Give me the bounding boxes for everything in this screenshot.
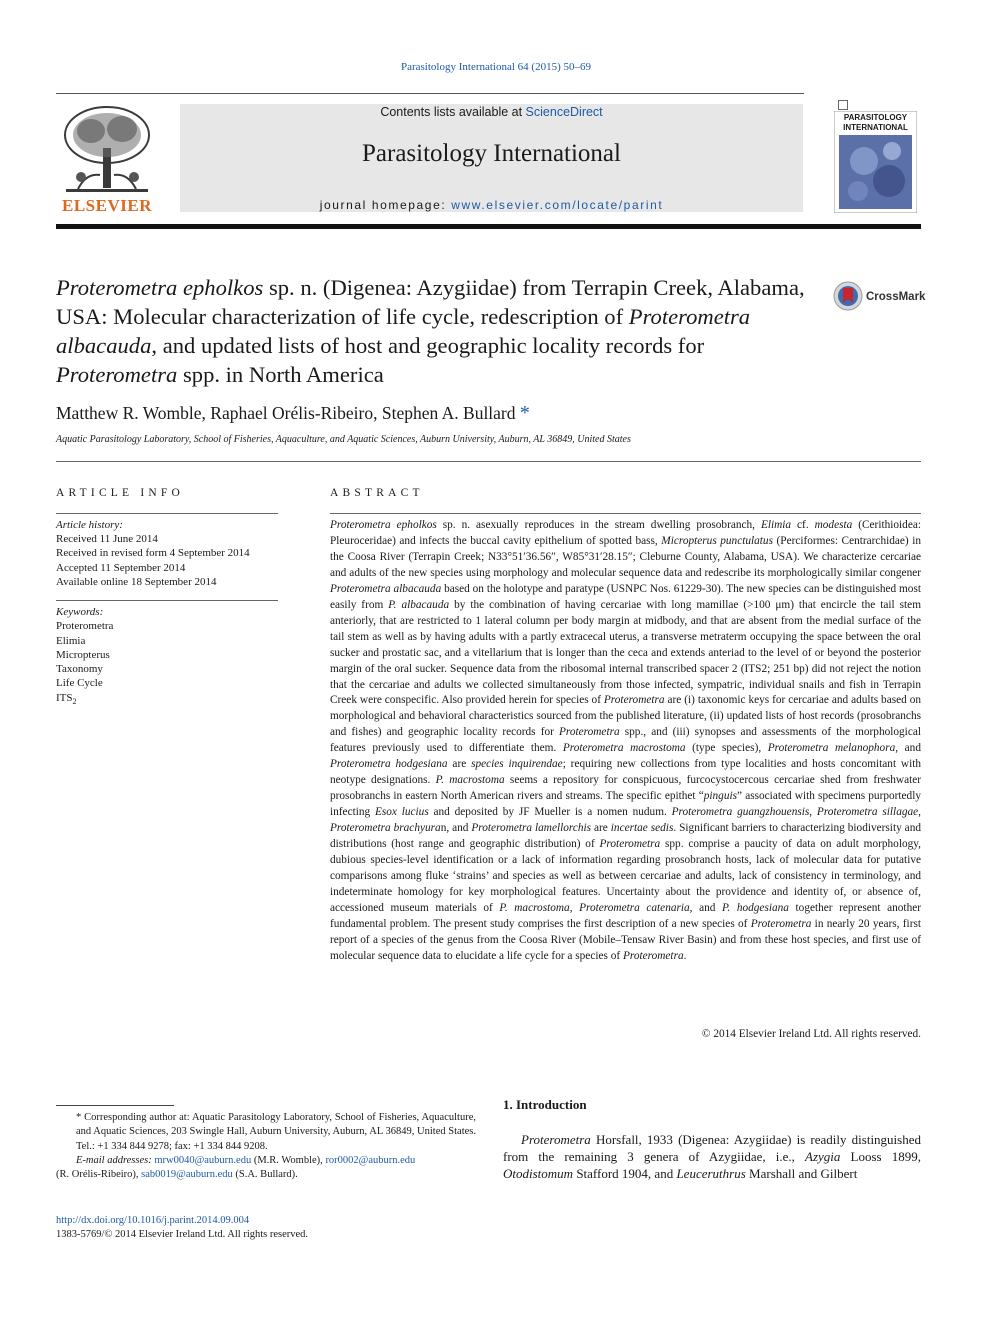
crossmark-icon[interactable] [833,281,863,311]
homepage-link[interactable]: www.elsevier.com/locate/parint [451,198,664,212]
keyword: Life Cycle [56,677,103,690]
contents-line: Contents lists available at ScienceDirect [380,105,603,119]
cover-thumbnail-icon [838,100,848,110]
header-rule [56,93,804,94]
history-item: Received in revised form 4 September 2014 [56,547,250,560]
abstract-heading: ABSTRACT [330,487,424,499]
keyword: Taxonomy [56,663,103,676]
keyword: Micropterus [56,648,110,661]
corresponding-author-footnote [56,1111,476,1182]
copyright-notice: © 2014 Elsevier Ireland Ltd. All rights reserved. [701,1028,921,1040]
article-title: Proterometra epholkos sp. n. (Digenea: Azygiidae) from Terrapin Creek, Alabama, USA: Molecular characterization of life cycle, redescription of Proterometra albacauda, and updated lists of host and geographic locality records for Proterometra spp. in North America [56,275,805,387]
elsevier-wordmark: ELSEVIER [62,196,152,215]
email-link[interactable]: sab0019@auburn.edu [141,1169,233,1181]
divider [56,513,278,514]
footnote-corresponding: * Corresponding author at: Aquatic Parasitology Laboratory, School of Fisheries, Aquaculture, and Aquatic Sciences, 203 Swingle Hall, Auburn University, Auburn, AL 36849, United States. Tel.: +1 334 844 9278; fax: +1 334 844 9208. [76,1112,476,1152]
corresponding-author-link[interactable]: * [519,402,530,424]
email-link[interactable]: mrw0040@auburn.edu [154,1154,252,1166]
header-thick-rule [56,224,921,229]
footnote-emails-cont: (R. Orélis-Ribeiro), sab0019@auburn.edu (S.A. Bullard). [56,1169,298,1181]
divider [56,600,278,601]
introduction-text: Proterometra Horsfall, 1933 (Digenea: Azygiidae) is readily distinguished from the remaining 3 genera of Azygiidae, i.e., Azygia Looss 1899, Otodistomum Stafford 1904, and Leuceruthrus Marshall and Gilbert [503,1132,921,1182]
cover-title: PARASITOLOGY INTERNATIONAL [843,113,908,132]
journal-title: Parasitology International [362,140,621,167]
keywords: Keywords: Proterometra Elimia Micropterus Taxonomy Life Cycle $ITS_2$ [56,605,113,709]
email-link[interactable]: ror0002@auburn.edu [325,1154,416,1166]
footnote-emails: E-mail addresses: mrw0040@auburn.edu (M.R. Womble), ror0002@auburn.edu [76,1154,416,1166]
history-item: Available online 18 September 2014 [56,575,217,588]
issn-line: 1383-5769/© 2014 Elsevier Ireland Ltd. All rights reserved. [56,1229,309,1240]
sciencedirect-link[interactable]: ScienceDirect [525,105,603,119]
journal-homepage: journal homepage: www.elsevier.com/locate/parint [319,198,664,212]
history-item: Received 11 June 2014 [56,533,158,546]
history-item: Accepted 11 September 2014 [56,561,186,574]
author-list: Matthew R. Womble, Raphael Orélis-Ribeiro, Stephen A. Bullard * [56,402,530,424]
keyword: Proterometra [56,620,114,633]
divider [56,461,921,462]
keyword: Elimia [56,634,86,647]
journal-citation[interactable]: Parasitology International 64 (2015) 50–69 [400,61,592,73]
doi-link[interactable]: http://dx.doi.org/10.1016/j.parint.2014.09.004 [56,1215,250,1226]
article-history: Article history: Received 11 June 2014 Received in revised form 4 September 2014 Accepted 11 September 2014 Available online 18 September 2014 [56,519,250,588]
footnote-rule [56,1105,174,1106]
section-heading-introduction: 1. Introduction [503,1097,587,1112]
abstract-text: Proterometra epholkos sp. n. asexually reproduces in the stream dwelling prosobranch, Elimia cf. modesta (Cerithioidea: Pleuroceridae) and infects the buccal cavity epithelium of spotted bass, Micropterus punctulatus (Perciformes: Centrarchidae) in the Coosa River (Terrapin Creek; N33°51′36.56″, W85°31′28.15″; Cleburne County, Alabama, USA). We characterize cercariae and adults of the new species using morphology and molecular sequence data and redescribe its morphologically similar congener Proterometra albacauda based on the holotype and paratype (USNPC Nos. 61229-30). The new species can be distinguished most easily from P. albacauda by the combination of having cercariae with long mamillae (>100 μm) that encircle the tail stem anteriorly, that are restricted to 1 lateral column per body margin at midbody, and that are absent from the medial surface of the tail stem as well as by having adults with a partly extracecal uterus, a transverse metraterm occupying the space between the oral sucker and prostatic sac, and a vitellarium that is longer than the ceca and extends anteriad to the level of or beyond the posterior margin of the oral sucker. Sequence data from the ribosomal internal transcribed spacer 2 (ITS2; 251 bp) did not reject the notion that the cercariae and adults we collected simultaneously from those infected, sympatric, individual snails and fish in Terrapin Creek were conspecific. Also provided herein for species of Proterometra are (i) taxonomic keys for cercariae and adults based on morphological and behavioral characteristics sourced from the published literature, (ii) updated lists of host records (prosobranchs and fishes) and geographic locality records for Proterometra spp., and (iii) synopses and assessments of the morphological features previously used to differentiate them. Proterometra macrostoma (type species), Proterometra melanophora, and Proterometra hodgesiana are species inquirendae; requiring new collections from type localities and hosts concomitant with neotype designations. P. macrostoma seems a repository for conspicuous, furcocystocercous cercariae shed from freshwater prosobranchs in eastern North American rivers and streams. The specific epithet “pinguis” associated with specimens purportedly infecting Esox lucius and deposited by JF Mueller is a nomen nudum. Proterometra guangzhouensis, Proterometra sillagae, Proterometra brachyuran, and Proterometra lamellorchis are incertae sedis. Significant barriers to characterizing biodiversity and distributions (host range and geographic distribution) of Proterometra spp. comprise a paucity of data on adult morphology, dubious species-level identification or a lack of information regarding prosobranch hosts, lack of molecular data for putative comparisons among fluke ‘strains’ and species as well as between cercariae and adults, lack of consistency in terminology, and indeterminate homology for key morphological features. Uncertainty about the providence and identity of, or absence of, accessioned museum materials of P. macrostoma, Proterometra catenaria, and P. hodgesiana together represent another fundamental problem. The present study comprises the first description of a new species of Proterometra in nearly 20 years, first report of a species of the genus from the Coosa River (Mobile–Tensaw River Basin) and from these host species, and first use of molecular sequence data to elucidate a life cycle for a species of Proterometra. [330,519,922,962]
crossmark-label[interactable]: CrossMark [866,291,926,303]
keyword: $ITS_2$ [56,691,77,706]
divider [330,513,921,514]
affiliation: Aquatic Parasitology Laboratory, School of Fisheries, Aquaculture, and Aquatic Sciences, Auburn University, Auburn, AL 36849, United States [56,434,631,445]
article-info-heading: ARTICLE INFO [56,487,184,499]
